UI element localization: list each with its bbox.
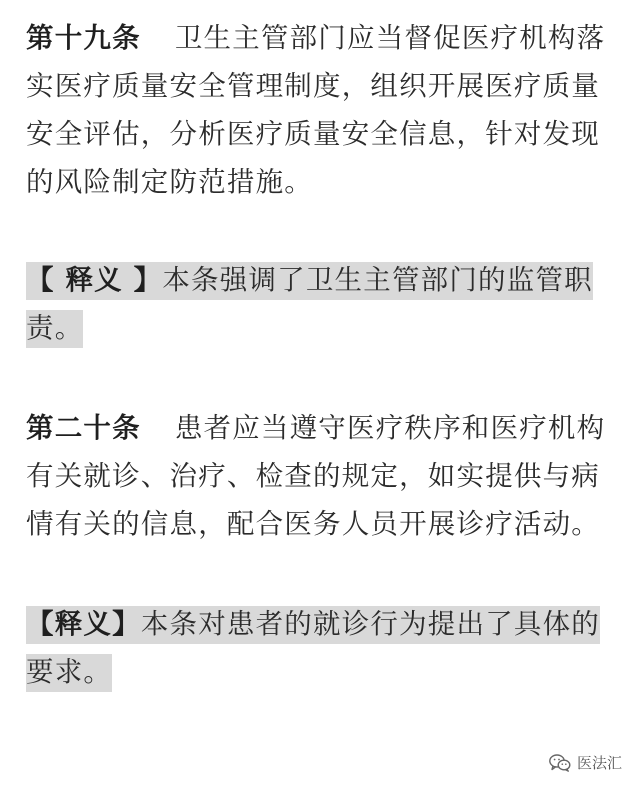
note-19-tag: 【 释义 】 <box>26 264 163 296</box>
article-20-heading: 第二十条 <box>26 412 141 444</box>
document-body <box>26 14 616 696</box>
article-19-text: 卫生主管部门应当督促医疗机构落实医疗质量安全管理制度，组织开展医疗质量安全评估，分析医疗质量安全信息，针对发现的风险制定防范措施。 <box>26 22 606 198</box>
watermark-text: 医法汇 <box>576 754 622 772</box>
note-20-tag: 【释义】 <box>26 608 141 640</box>
note-19-text: 本条强调了卫生主管部门的监管职责。 <box>26 264 593 344</box>
note-20 <box>26 600 616 696</box>
article-20 <box>26 404 616 548</box>
wechat-icon <box>549 754 571 772</box>
note-19 <box>26 256 616 352</box>
article-19-heading: 第十九条 <box>26 22 141 54</box>
note-20-text: 本条对患者的就诊行为提出了具体的要求。 <box>26 608 601 688</box>
watermark <box>549 752 622 773</box>
article-19 <box>26 14 616 206</box>
article-20-text: 患者应当遵守医疗秩序和医疗机构有关就诊、治疗、检查的规定，如实提供与病情有关的信息，配合医务人员开展诊疗活动。 <box>26 412 606 540</box>
